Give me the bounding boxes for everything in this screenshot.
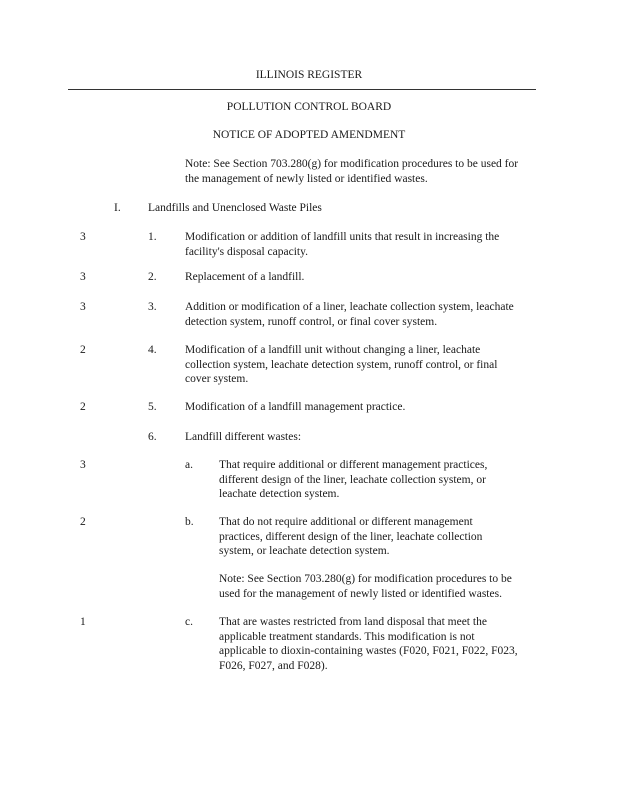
list-item bbox=[185, 270, 304, 285]
subitem-text-line: system, or leachate detection system. bbox=[219, 545, 390, 557]
note-sub-line-1: Note: See Section 703.280(g) for modification procedures to be bbox=[219, 573, 512, 585]
item-text-line: Modification of a landfill management practice. bbox=[185, 401, 406, 413]
item-text-line: Replacement of a landfill. bbox=[185, 271, 305, 283]
item-text-line: facility's disposal capacity. bbox=[185, 245, 308, 258]
list-item bbox=[185, 400, 405, 415]
subitem-text-line: applicable treatment standards. This modification is not bbox=[219, 630, 475, 643]
item-class: 2 bbox=[80, 401, 86, 413]
item-number: 4. bbox=[148, 344, 157, 356]
item-number: 2. bbox=[148, 271, 157, 283]
item-text-line: Addition or modification of a liner, leachate collection system, leachate bbox=[185, 301, 514, 313]
subitem-text-line: That are wastes restricted from land disposal that meet the bbox=[219, 616, 487, 628]
item-text-line: Modification of a landfill unit without changing a liner, leachate bbox=[185, 344, 481, 356]
note-top-line-2: the management of newly listed or identified wastes. bbox=[185, 172, 428, 185]
item-text-line: Landfill different wastes: bbox=[185, 431, 302, 443]
list-item bbox=[185, 430, 301, 445]
item-class: 2 bbox=[80, 344, 86, 356]
item-text-line: Modification or addition of landfill units that result in increasing the bbox=[185, 231, 500, 243]
note-sub bbox=[219, 572, 512, 601]
item-class: 3 bbox=[80, 271, 86, 283]
item-text-line: cover system. bbox=[185, 373, 249, 385]
note-top bbox=[185, 157, 518, 186]
subitem-letter: c. bbox=[185, 616, 193, 628]
note-sub-line-2: used for the management of newly listed or identified wastes. bbox=[219, 587, 502, 600]
notice-title: NOTICE OF ADOPTED AMENDMENT bbox=[212, 129, 406, 141]
subitem-letter: a. bbox=[185, 459, 193, 471]
item-text-line: detection system, runoff control, or final cover system. bbox=[185, 315, 438, 328]
subitem-text-line: F026, F027, and F028). bbox=[219, 659, 328, 672]
list-item bbox=[185, 230, 499, 259]
list-subitem bbox=[219, 515, 482, 559]
item-number: 1. bbox=[148, 231, 157, 243]
item-number: 5. bbox=[148, 401, 157, 413]
subitem-class: 2 bbox=[80, 516, 86, 528]
section-roman: I. bbox=[114, 202, 121, 214]
header-rule bbox=[68, 89, 536, 90]
subitem-class: 1 bbox=[80, 616, 86, 628]
subitem-text-line: applicable to dioxin-containing wastes (F020, F021, F022, F023, bbox=[219, 645, 518, 657]
subitem-text-line: different design of the liner, leachate collection system, or bbox=[219, 473, 486, 486]
list-item bbox=[185, 300, 514, 329]
item-number: 3. bbox=[148, 301, 157, 313]
item-class: 3 bbox=[80, 231, 86, 243]
item-number: 6. bbox=[148, 431, 157, 443]
item-class: 3 bbox=[80, 301, 86, 313]
item-text-line: collection system, leachate detection system, runoff control, or final bbox=[185, 358, 498, 371]
subitem-letter: b. bbox=[185, 516, 194, 528]
note-top-line-1: Note: See Section 703.280(g) for modification procedures to be used for bbox=[185, 158, 519, 170]
board-title: POLLUTION CONTROL BOARD bbox=[226, 101, 392, 113]
list-subitem bbox=[219, 615, 518, 673]
subitem-class: 3 bbox=[80, 459, 86, 471]
subitem-text-line: That require additional or different management practices, bbox=[219, 459, 488, 471]
register-title: ILLINOIS REGISTER bbox=[255, 69, 363, 81]
list-item bbox=[185, 343, 497, 387]
list-subitem bbox=[219, 458, 487, 502]
subitem-text-line: practices, different design of the liner, leachate collection bbox=[219, 530, 483, 543]
section-title: Landfills and Unenclosed Waste Piles bbox=[148, 202, 322, 214]
subitem-text-line: leachate detection system. bbox=[219, 488, 340, 500]
subitem-text-line: That do not require additional or different management bbox=[219, 516, 473, 528]
